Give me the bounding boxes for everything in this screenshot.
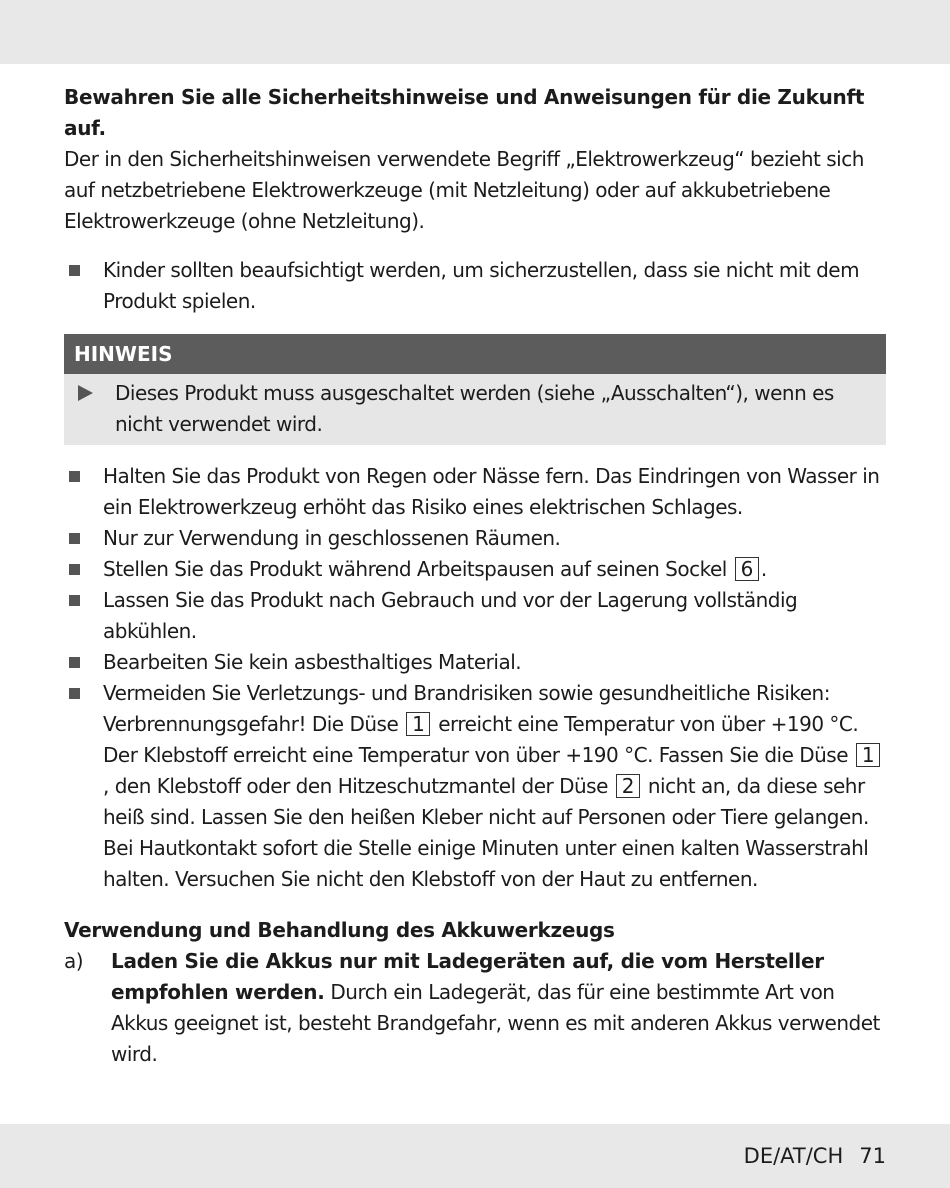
list-item-text: Lassen Sie das Produkt nach Gebrauch und vor der Lagerung vollständig abkühlen. [103, 588, 798, 643]
list-item-indoor [64, 523, 886, 554]
list-item-text: Nur zur Verwendung in geschlossenen Räumen. [103, 526, 561, 550]
page-content [64, 82, 886, 1070]
hinweis-box [64, 334, 886, 445]
bullet-square-icon [69, 265, 80, 276]
intro-text: Der in den Sicherheitshinweisen verwendete Begriff „Elektrowerkzeug“ bezieht sich auf netzbetriebene Elektrowerkzeuge (mit Netzleitung) oder auf akkubetriebene Elektrowerkzeuge (ohne Netzleitung). [64, 147, 864, 233]
list-item-burn [64, 678, 886, 895]
bullet-square-icon [69, 533, 80, 544]
arrow-right-icon [78, 385, 93, 401]
bullet-square-icon [69, 657, 80, 668]
list-item-text: Stellen Sie das Produkt während Arbeitspausen auf seinen Sockel [103, 557, 727, 581]
list-item-text: , den Klebstoff oder den Hitzeschutzmantel der Düse [103, 774, 608, 798]
page-number: 71 [859, 1144, 886, 1168]
hinweis-text: Dieses Produkt muss ausgeschaltet werden (siehe „Ausschalten“), wenn es nicht verwendet wird. [115, 381, 834, 436]
section-heading: Verwendung und Behandlung des Akkuwerkzeugs [64, 918, 615, 942]
list-item-text: erreicht eine Temperatur von über +190 °C. Der Klebstoff erreicht eine Temperatur von über +190 °C. Fassen Sie die Düse [103, 712, 859, 767]
list-item-text: Halten Sie das Produkt von Regen oder Nässe fern. Das Eindringen von Wasser in ein Elektrowerkzeug erhöht das Risiko eines elektrischen Schlages. [103, 464, 880, 519]
list-item-rain [64, 461, 886, 523]
enum-item-a [64, 946, 886, 1070]
page-footer [744, 1141, 886, 1171]
part-reference-1: 1 [856, 743, 880, 767]
list-item-text: Bearbeiten Sie kein asbesthaltiges Material. [103, 650, 522, 674]
list-item-text: Vermeiden Sie Verletzungs- und Brandrisiken sowie gesundheitliche Risiken: Verbrennungsgefahr! Die Düse [103, 681, 830, 736]
list-item-cool [64, 585, 886, 647]
list-item-base [64, 554, 886, 585]
list-item-text-end: . [760, 557, 767, 581]
hinweis-body [64, 374, 886, 445]
list-item-children [64, 255, 886, 317]
part-reference-6: 6 [735, 557, 759, 581]
list-item-asbestos [64, 647, 886, 678]
region-label: DE/AT/CH [743, 1144, 844, 1168]
bullet-square-icon [69, 564, 80, 575]
top-band [0, 0, 950, 64]
enum-label: a) [64, 949, 84, 973]
enum-text: Durch ein Ladegerät, das für eine bestimmte Art von Akkus geeignet ist, besteht Brandgefahr, wenn es mit anderen Akkus verwendet wird. [111, 980, 880, 1066]
bullet-square-icon [69, 595, 80, 606]
list-item-text: Kinder sollten beaufsichtigt werden, um sicherzustellen, dass sie nicht mit dem Produkt spielen. [103, 258, 860, 313]
list-item-text: nicht an, da diese sehr heiß sind. Lassen Sie den heißen Kleber nicht auf Personen oder Tiere gelangen. Bei Hautkontakt sofort die Stelle einige Minuten unter einen kalten Wasserstrahl halten. Versuchen Sie nicht den Klebstoff von der Haut zu entfernen. [103, 774, 869, 891]
enum-bold-text: Laden Sie die Akkus nur mit Ladegeräten auf, die vom Hersteller empfohlen werden. [111, 949, 824, 1004]
bullet-square-icon [69, 471, 80, 482]
hinweis-label: HINWEIS [64, 334, 886, 374]
part-reference-2: 2 [616, 774, 640, 798]
bullet-square-icon [69, 688, 80, 699]
intro-title: Bewahren Sie alle Sicherheitshinweise und Anweisungen für die Zukunft auf. [64, 85, 865, 140]
part-reference-1: 1 [406, 712, 430, 736]
